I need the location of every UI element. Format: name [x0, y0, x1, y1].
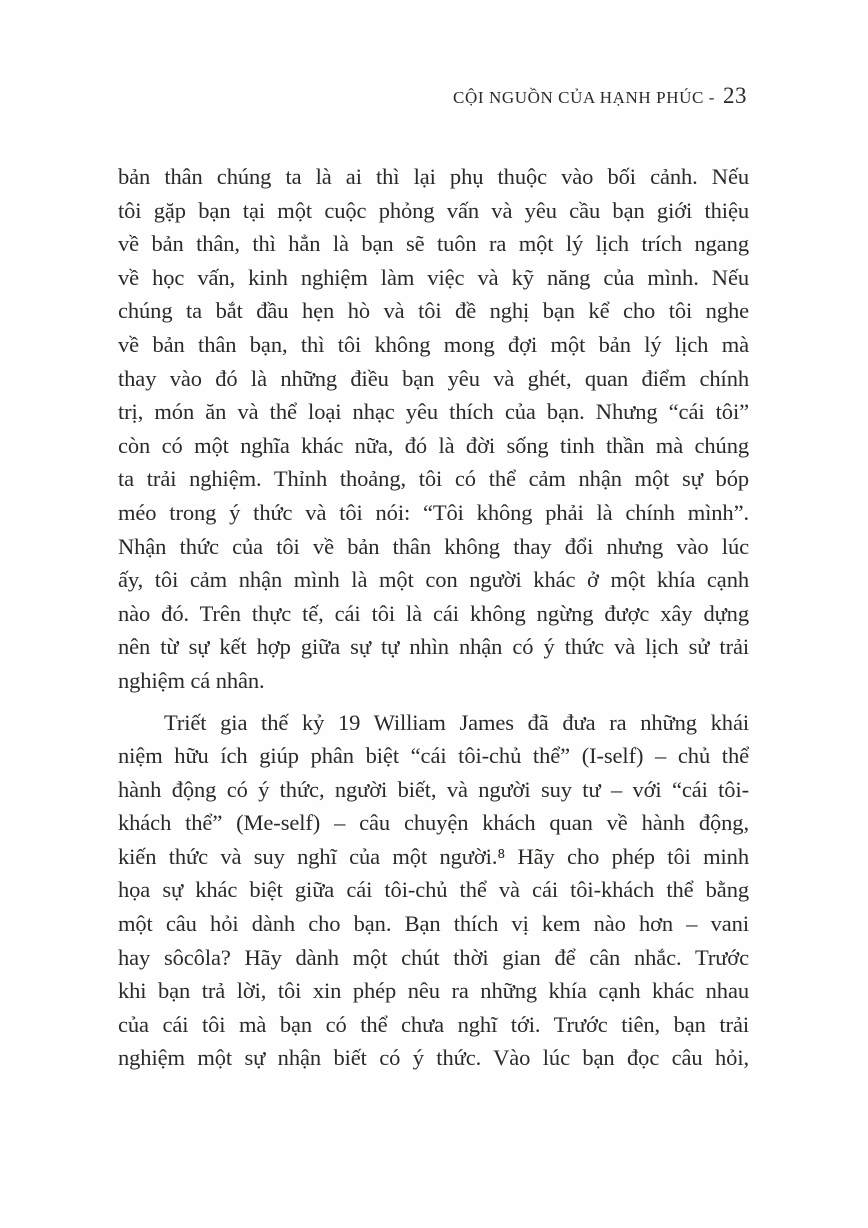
- text-line: méo trong ý thức và tôi nói: “Tôi không phải là chính mình”.: [118, 499, 749, 525]
- text-line: nghiệm cá nhân.: [118, 667, 265, 693]
- running-header: [453, 83, 747, 109]
- text-line: khi bạn trả lời, tôi xin phép nêu ra những khía cạnh khác nhau: [118, 978, 749, 1004]
- text-line: bản thân chúng ta là ai thì lại phụ thuộc vào bối cảnh. Nếu: [118, 164, 749, 189]
- running-title: CỘI NGUỒN CỦA HẠNH PHÚC -: [453, 88, 715, 107]
- text-line: về học vấn, kinh nghiệm làm việc và kỹ năng của mình. Nếu: [118, 264, 749, 290]
- text-line: một câu hỏi dành cho bạn. Bạn thích vị kem nào hơn – vani: [118, 911, 749, 937]
- paragraph-1: [118, 160, 749, 698]
- text-line: ta trải nghiệm. Thỉnh thoảng, tôi có thể cảm nhận một sự bóp: [118, 466, 749, 492]
- text-line: hay sôcôla? Hãy dành một chút thời gian để cân nhắc. Trước: [118, 944, 749, 970]
- body-text: [118, 160, 749, 1075]
- paragraph-2: [118, 706, 749, 1076]
- text-line: về bản thân, thì hẳn là bạn sẽ tuôn ra một lý lịch trích ngang: [118, 231, 749, 257]
- text-line: còn có một nghĩa khác nữa, đó là đời sống tinh thần mà chúng: [118, 432, 749, 458]
- page-number: 23: [723, 83, 747, 108]
- text-line: về bản thân bạn, thì tôi không mong đợi một bản lý lịch mà: [118, 331, 749, 357]
- text-line: nào đó. Trên thực tế, cái tôi là cái không ngừng được xây dựng: [118, 600, 749, 626]
- text-line: họa sự khác biệt giữa cái tôi-chủ thể và cái tôi-khách thể bằng: [118, 877, 749, 903]
- text-line: Triết gia thế kỷ 19 William James đã đưa ra những khái: [164, 709, 749, 735]
- text-line: trị, món ăn và thể loại nhạc yêu thích của bạn. Nhưng “cái tôi”: [118, 399, 749, 425]
- text-line: nên từ sự kết hợp giữa sự tự nhìn nhận có ý thức và lịch sử trải: [118, 634, 749, 660]
- text-line: ấy, tôi cảm nhận mình là một con người khác ở một khía cạnh: [118, 567, 749, 593]
- text-line: của cái tôi mà bạn có thể chưa nghĩ tới. Trước tiên, bạn trải: [118, 1011, 749, 1037]
- text-line: niệm hữu ích giúp phân biệt “cái tôi-chủ thể” (I-self) – chủ thể: [118, 743, 749, 769]
- text-line: hành động có ý thức, người biết, và người suy tư – với “cái tôi-: [118, 776, 749, 802]
- text-line: Nhận thức của tôi về bản thân không thay đổi nhưng vào lúc: [118, 533, 749, 559]
- text-line: chúng ta bắt đầu hẹn hò và tôi đề nghị bạn kể cho tôi nghe: [118, 298, 749, 324]
- text-line: tôi gặp bạn tại một cuộc phỏng vấn và yêu cầu bạn giới thiệu: [118, 197, 749, 223]
- text-line: khách thể” (Me-self) – câu chuyện khách quan về hành động,: [118, 810, 749, 836]
- text-line: kiến thức và suy nghĩ của một người.⁸ Hãy cho phép tôi minh: [118, 843, 749, 869]
- text-line: thay vào đó là những điều bạn yêu và ghét, quan điểm chính: [118, 365, 749, 391]
- text-line: nghiệm một sự nhận biết có ý thức. Vào lúc bạn đọc câu hỏi,: [118, 1045, 749, 1071]
